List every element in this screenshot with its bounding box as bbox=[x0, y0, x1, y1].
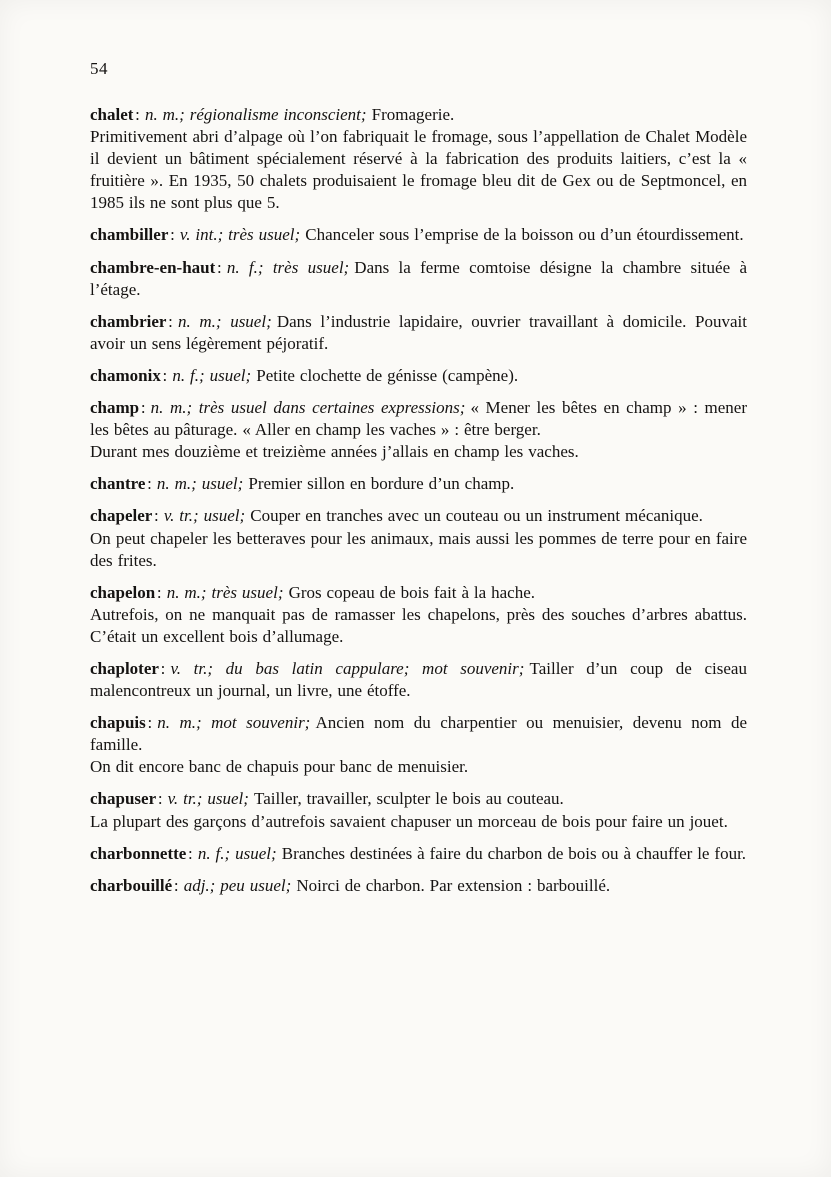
grammar-usage-label: v. tr.; usuel; bbox=[163, 506, 246, 526]
separator-colon: : bbox=[216, 257, 222, 277]
entry-chamonix bbox=[90, 365, 747, 387]
entry-chambrier bbox=[90, 311, 747, 355]
definition-text: Couper en tranches avec un couteau ou un instrument mécanique. bbox=[250, 506, 703, 526]
definition-text: Gros copeau de bois fait à la hache. bbox=[288, 582, 536, 602]
definition-text: Tailler d’un coup de ciseau malencontreux un journal, un livre, une étoffe. bbox=[90, 658, 747, 701]
page-number: 54 bbox=[90, 59, 108, 78]
dictionary-entries bbox=[90, 104, 747, 897]
entry-example-paragraph: Durant mes douzième et treizième années j’allais en champ les vaches. bbox=[90, 442, 579, 462]
headword: chamonix bbox=[90, 365, 161, 385]
definition-text: Fromagerie. bbox=[371, 105, 455, 124]
definition-text: « Mener les bêtes en champ » : mener les bêtes au pâturage. « Aller en champ les vaches » : être berger. bbox=[90, 398, 747, 440]
grammar-usage-label: n. m.; très usuel; bbox=[166, 582, 284, 602]
entry-main-paragraph bbox=[90, 104, 747, 126]
separator-colon: : bbox=[170, 225, 175, 245]
entry-chapuser bbox=[90, 788, 747, 832]
entry-example-paragraph: Primitivement abri d’alpage où l’on fabriquait le fromage, sous l’appellation de Chalet Modèle il devient un bâtiment spécialement réservé à la fabrication des produits laitiers, c’est la « fruitière ». En 1935, 50 chalets produisaient le fromage bleu dit de Gex ou de Septmoncel, en 1985 ils ne sont plus que 5. bbox=[90, 127, 747, 213]
entry-chapelon bbox=[90, 582, 747, 648]
entry-chalet bbox=[90, 104, 747, 214]
grammar-usage-label: n. m.; très usuel dans certaines expressions; bbox=[150, 398, 466, 418]
separator-colon: : bbox=[157, 789, 163, 809]
grammar-usage-label: v. int.; très usuel; bbox=[179, 225, 301, 245]
definition-text: Petite clochette de génisse (campène). bbox=[256, 365, 519, 385]
entry-main-paragraph bbox=[90, 224, 747, 246]
entry-main-paragraph bbox=[90, 397, 747, 441]
grammar-usage-label: n. m.; mot souvenir; bbox=[157, 713, 311, 733]
definition-text: Tailler, travailler, sculpter le bois au couteau. bbox=[254, 789, 564, 809]
separator-colon: : bbox=[140, 398, 146, 418]
grammar-usage-label: adj.; peu usuel; bbox=[183, 875, 292, 895]
definition-text: Ancien nom du charpentier ou menuisier, devenu nom de famille. bbox=[90, 713, 748, 755]
definition-text: Premier sillon en bordure d’un champ. bbox=[248, 474, 515, 494]
definition-text: Branches destinées à faire du charbon de bois ou à chauffer le four. bbox=[281, 843, 747, 863]
headword: champ bbox=[90, 398, 140, 418]
entry-chapuis bbox=[90, 712, 747, 778]
entry-main-paragraph bbox=[90, 875, 747, 897]
separator-colon: : bbox=[147, 713, 153, 733]
entry-chambre-en-haut bbox=[90, 257, 747, 301]
headword: chapuser bbox=[90, 789, 157, 809]
definition-text: Noirci de charbon. Par extension : barbouillé. bbox=[296, 875, 611, 895]
headword: chapelon bbox=[90, 582, 156, 602]
entry-champ bbox=[90, 397, 747, 463]
entry-example-paragraph: La plupart des garçons d’autrefois savaient chapuser un morceau de bois pour faire un jouet. bbox=[90, 811, 728, 831]
definition-text: Dans la ferme comtoise désigne la chambre située à l’étage. bbox=[90, 257, 747, 299]
headword: charbonnette bbox=[90, 843, 187, 863]
entry-chaploter bbox=[90, 658, 747, 702]
separator-colon: : bbox=[168, 311, 173, 331]
headword: chaploter bbox=[90, 658, 159, 678]
separator-colon: : bbox=[162, 365, 168, 385]
headword: chambiller bbox=[90, 225, 169, 245]
headword: chambre-en-haut bbox=[90, 257, 216, 277]
separator-colon: : bbox=[188, 843, 193, 863]
entry-main-paragraph bbox=[90, 257, 747, 301]
entry-charbouille bbox=[90, 875, 747, 897]
headword: chambrier bbox=[90, 311, 167, 331]
entry-main-paragraph bbox=[90, 365, 747, 387]
entry-main-paragraph bbox=[90, 311, 747, 355]
headword: chapuis bbox=[90, 713, 146, 733]
grammar-usage-label: n. m.; usuel; bbox=[156, 474, 244, 494]
separator-colon: : bbox=[160, 658, 166, 678]
definition-text: Chanceler sous l’emprise de la boisson ou d’un étourdissement. bbox=[305, 225, 744, 245]
entry-main-paragraph bbox=[90, 712, 747, 756]
grammar-usage-label: v. tr.; du bas latin cappulare; mot souvenir; bbox=[170, 658, 525, 678]
headword: chapeler bbox=[90, 506, 153, 526]
entry-main-paragraph bbox=[90, 582, 747, 604]
headword: chalet bbox=[90, 105, 134, 124]
headword: charbouillé bbox=[90, 875, 173, 895]
separator-colon: : bbox=[147, 474, 152, 494]
grammar-usage-label: v. tr.; usuel; bbox=[167, 789, 249, 809]
grammar-usage-label: n. f.; usuel; bbox=[172, 365, 252, 385]
entry-example-paragraph: On dit encore banc de chapuis pour banc de menuisier. bbox=[90, 757, 469, 777]
separator-colon: : bbox=[135, 105, 140, 124]
grammar-usage-label: n. m.; régionalisme inconscient; bbox=[144, 105, 367, 124]
entry-chapeler bbox=[90, 505, 747, 571]
entry-main-paragraph bbox=[90, 788, 747, 810]
entry-main-paragraph bbox=[90, 505, 747, 527]
separator-colon: : bbox=[173, 875, 179, 895]
grammar-usage-label: n. f.; usuel; bbox=[197, 843, 277, 863]
definition-text: Dans l’industrie lapidaire, ouvrier travaillant à domicile. Pouvait avoir un sens légèrement péjoratif. bbox=[90, 311, 747, 353]
entry-example-paragraph: On peut chapeler les betteraves pour les animaux, mais aussi les pommes de terre pour en faire des frites. bbox=[90, 528, 747, 570]
entry-main-paragraph bbox=[90, 473, 747, 495]
entry-chambiller bbox=[90, 224, 747, 246]
entry-chantre bbox=[90, 473, 747, 495]
separator-colon: : bbox=[154, 506, 159, 526]
entry-example-paragraph: Autrefois, on ne manquait pas de ramasser les chapelons, près des souches d’arbres abattus. C’était un excellent bois d’allumage. bbox=[90, 604, 747, 646]
entry-main-paragraph bbox=[90, 658, 747, 702]
headword: chantre bbox=[90, 474, 146, 494]
entry-charbonnette bbox=[90, 843, 747, 865]
separator-colon: : bbox=[156, 582, 162, 602]
grammar-usage-label: n. m.; usuel; bbox=[178, 311, 272, 331]
grammar-usage-label: n. f.; très usuel; bbox=[226, 257, 350, 277]
entry-main-paragraph bbox=[90, 843, 747, 865]
